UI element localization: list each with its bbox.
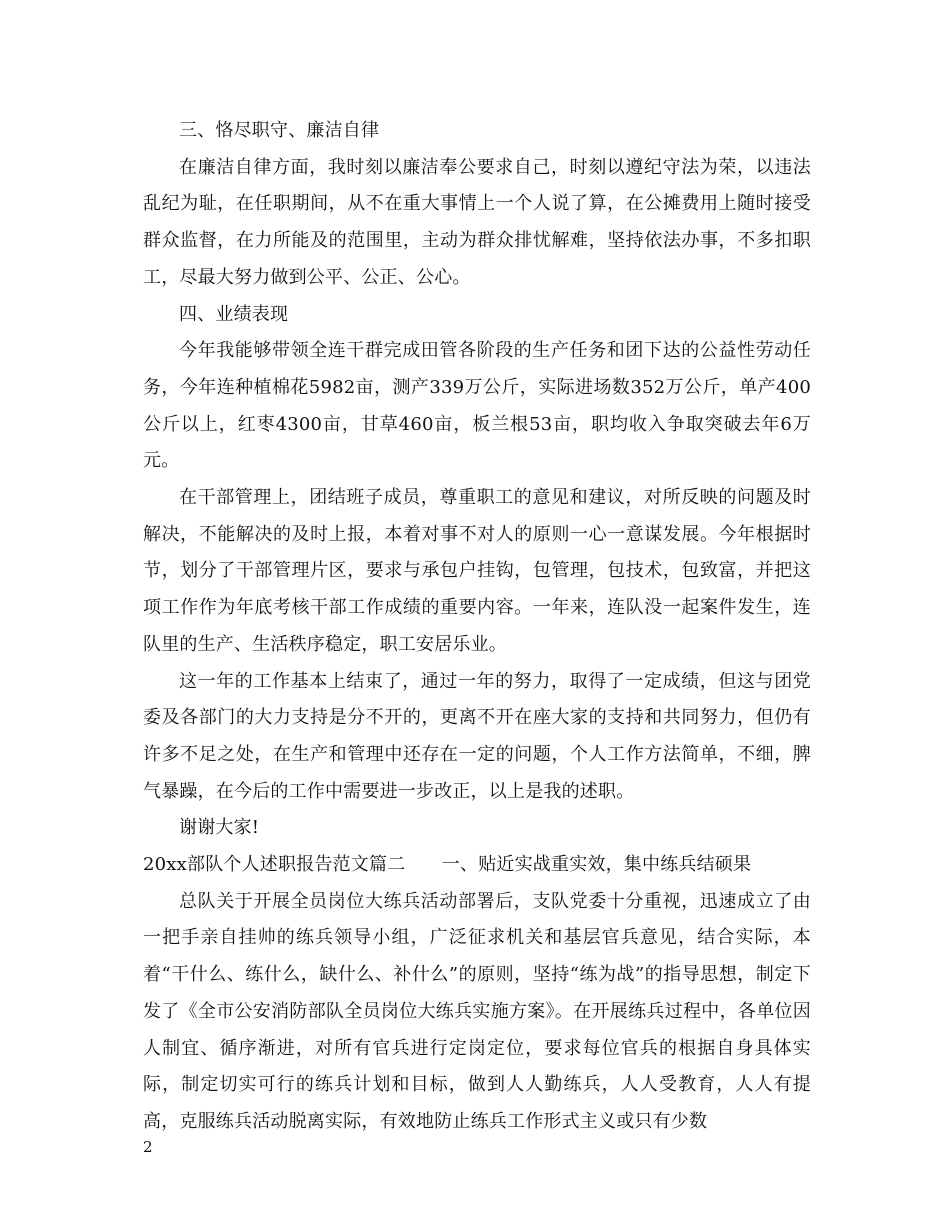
section-heading-3: 三、恪尽职守、廉洁自律 (179, 120, 380, 141)
paragraph-integrity: 在廉洁自律方面，我时刻以廉洁奉公要求自己，时刻以遵纪守法为荣，以违法乱纪为耻，在任职期间，从不在重大事情上一个人说了算，在公摊费用上随时接受群众监督，在力所能及的范围里，主动为群众排忧解难，坚持依法办事，不多扣职工，尽最大努力做到公平、公正、公心。 (143, 156, 811, 288)
closing-thanks: 谢谢大家! (179, 817, 260, 839)
paragraph-summary: 这一年的工作基本上结束了，通过一年的努力，取得了一定成绩，但这与团党委及各部门的大力支持是分不开的，更离不开在座大家的支持和共同努力，但仍有许多不足之处，在生产和管理中还存在一定的问题，个人工作方法简单，不细，脾气暴躁，在今后的工作中需要进一步改正，以上是我的述职。 (143, 670, 811, 802)
paragraph-cadre-management: 在干部管理上，团结班子成员，尊重职工的意见和建议，对所反映的问题及时解决，不能解决的及时上报，本着对事不对人的原则一心一意谋发展。今年根据时节，划分了干部管理片区，要求与承包户挂钩，包管理，包技术，包致富，并把这项工作作为年底考核干部工作成绩的重要内容。一年来，连队没一起案件发生，连队里的生产、生活秩序稳定，职工安居乐业。 (143, 487, 811, 655)
paragraph-performance: 今年我能够带领全连干群完成田管各阶段的生产任务和团下达的公益性劳动任务，今年连种植棉花5982亩，测产339万公斤，实际进场数352万公斤，单产400公斤以上，红枣4300亩，甘草460亩，板兰根53亩，职均收入争取突破去年6万元。 (143, 340, 811, 472)
article-title: 20xx部队个人述职报告范文篇二 一、贴近实战重实效，集中练兵结硕果 (143, 854, 752, 876)
document-body (143, 113, 811, 1141)
page-number: 2 (143, 1138, 153, 1156)
section-heading-4: 四、业绩表现 (179, 303, 289, 325)
paragraph-training: 总队关于开展全员岗位大练兵活动部署后，支队党委十分重视，迅速成立了由一把手亲自挂帅的练兵领导小组，广泛征求机关和基层官兵意见，结合实际，本着“干什么、练什么，缺什么、补什么”的原则，坚持“练为战”的指导思想，制定下发了《全市公安消防部队全员岗位大练兵实施方案》。在开展练兵过程中，各单位因人制宜、循序渐进，对所有官兵进行定岗定位，要求每位官兵的根据自身具体实际，制定切实可行的练兵计划和目标，做到人人勤练兵，人人受教育，人人有提高，克服练兵活动脱离实际，有效地防止练兵工作形式主义或只有少数 (143, 890, 811, 1132)
